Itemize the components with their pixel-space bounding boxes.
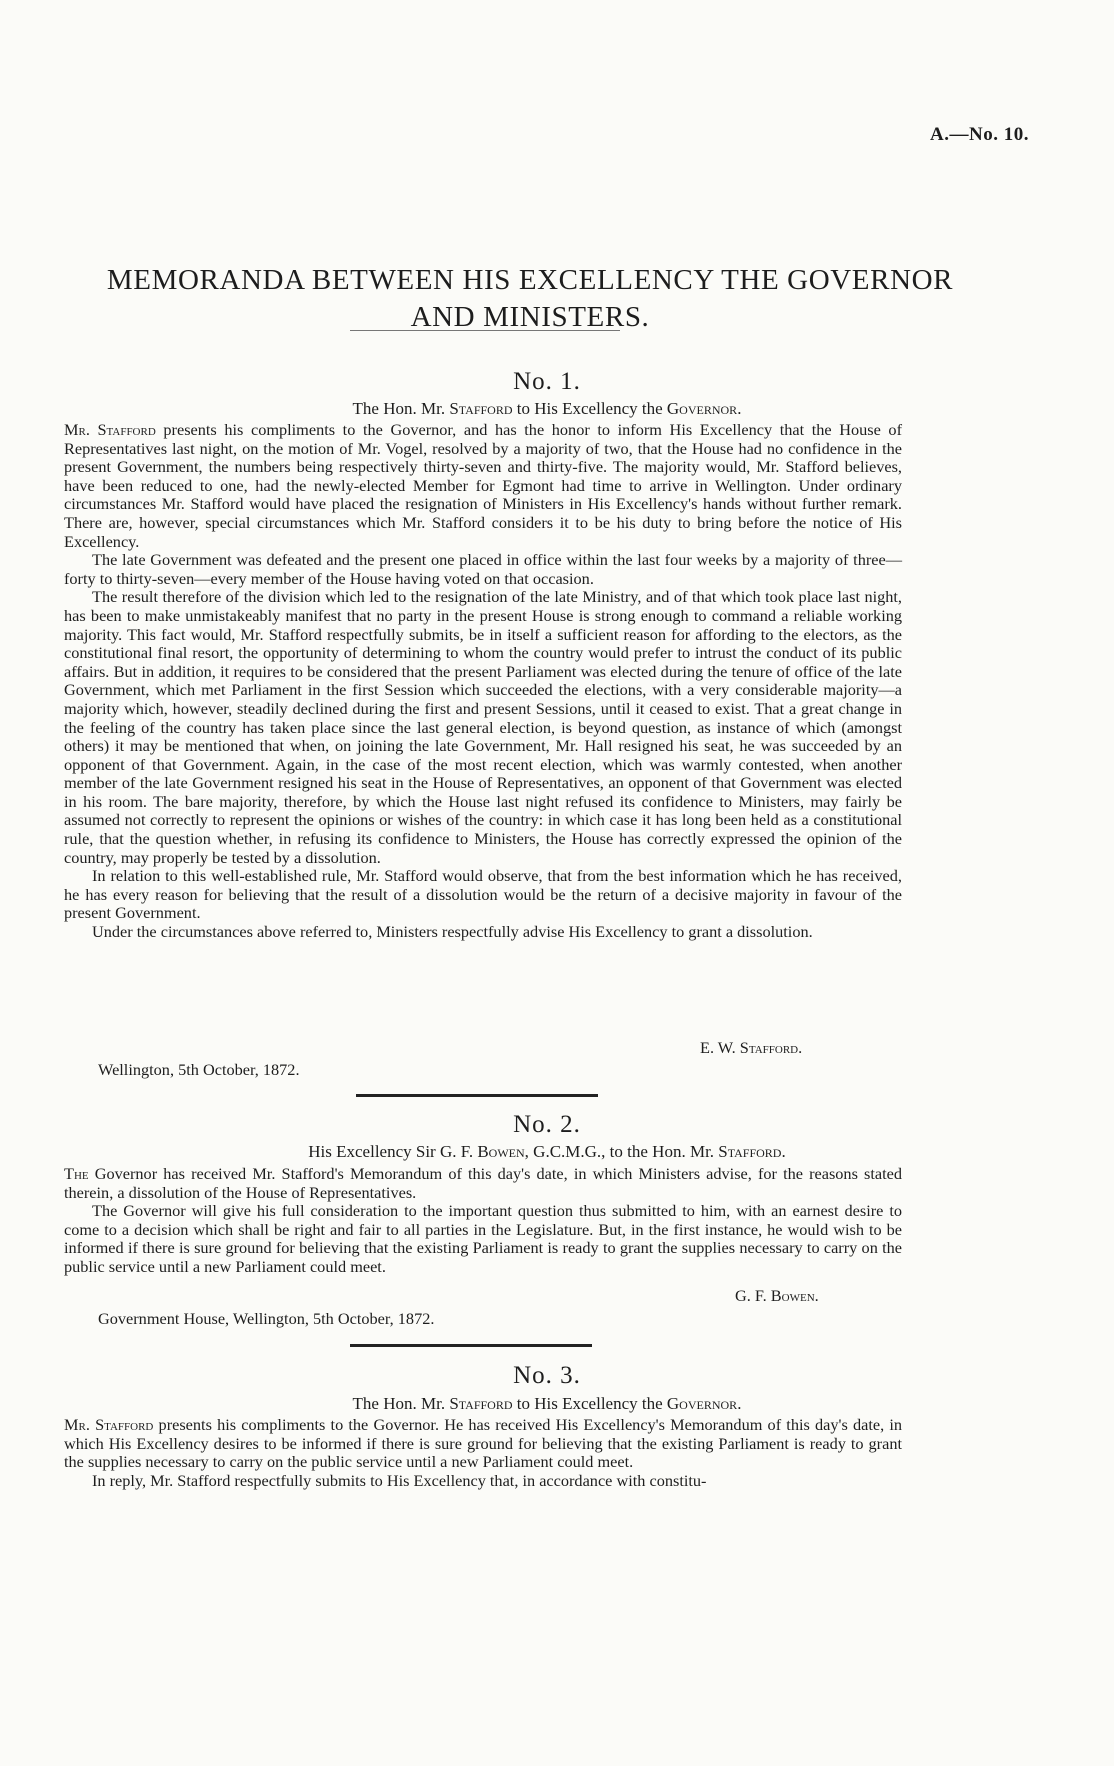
section-3-heading: The Hon. Mr. Stafford to His Excellency the Governor. — [352, 1394, 742, 1413]
section-2-body — [64, 1165, 902, 1277]
document-title: MEMORANDA BETWEEN HIS EXCELLENCY THE GOVERNOR AND MINISTERS. — [106, 264, 954, 333]
section-2-paragraph: The Governor will give his full consideration to the important question thus submitted to him, with an earnest desire to come to a decision which shall be right and fair to all parties in the Legislature. But, in the first instance, he would wish to be informed if there is sure ground for believing that the existing Parliament is ready to grant the supplies necessary to carry on the public service until a new Parliament could meet. — [64, 1201, 902, 1276]
section-2-heading: His Excellency Sir G. F. Bowen, G.C.M.G., to the Hon. Mr. Stafford. — [308, 1142, 786, 1161]
section-2-place-date: Government House, Wellington, 5th October, 1872. — [98, 1309, 435, 1328]
section-1-body — [64, 421, 902, 942]
section-divider — [350, 1344, 592, 1347]
section-2-paragraph: The Governor has received Mr. Stafford's Memorandum of this day's date, in which Ministers advise, for the reasons stated therein, a dissolution of the House of Representatives. — [64, 1164, 902, 1202]
section-1-signature: E. W. Stafford. — [700, 1038, 803, 1057]
section-1-heading: The Hon. Mr. Stafford to His Excellency the Governor. — [352, 399, 742, 418]
section-2-number: No. 2. — [513, 1111, 581, 1138]
section-1-paragraph: In relation to this well-established rule, Mr. Stafford would observe, that from the best information which he has received, he has every reason for believing that the result of a dissolution would be the return of a decisive majority in favour of the present Government. — [64, 866, 902, 923]
section-1-paragraph: The result therefore of the division which led to the resignation of the late Ministry, and of that which took place last night, has been to make unmistakeably manifest that no party in the present House is strong enough to command a reliable working majority. This fact would, Mr. Stafford respectfully submits, be in itself a sufficient reason for affording to the electors, as the constitutional final resort, the opportunity of determining to whom the country would prefer to intrust the conduct of its public affairs. But in addition, it requires to be considered that the present Parliament was elected during the tenure of office of the late Government, which met Parliament in the first Session which succeeded the elections, with a very considerable majority—a majority which, however, steadily declined during the first and present Sessions, until it ceased to exist. That a great change in the feeling of the country has taken place since the last general election, is beyond question, as instance of which (amongst others) it may be mentioned that when, on joining the late Government, Mr. Hall resigned his seat, he was succeeded by an opponent of that Government. Again, in the case of the most recent election, which was warmly contested, when another member of the late Government resigned his seat in the House of Representatives, an opponent of that Government was elected in his room. The bare majority, therefore, by which the House last night refused its confidence to Ministers, may fairly be assumed not correctly to represent the opinions or wishes of the country: in which case it has long been held as a constitutional rule, that the question whether, in refusing its confidence to Ministers, the House has correctly expressed the opinion of the country, may properly be tested by a dissolution. — [64, 587, 902, 867]
section-3-body — [64, 1416, 902, 1490]
section-3-paragraph: Mr. Stafford presents his compliments to the Governor. He has received His Excellency's Memorandum of this day's date, in which His Excellency desires to be informed if there is sure ground for believing that the existing Parliament is ready to grant the supplies necessary to carry on the public service until a new Parliament could meet. — [64, 1415, 902, 1472]
title-divider — [350, 330, 620, 331]
section-3-paragraph: In reply, Mr. Stafford respectfully submits to His Excellency that, in accordance with constitu- — [92, 1470, 707, 1490]
page-reference: A.—No. 10. — [930, 124, 1029, 145]
section-1-paragraph: Mr. Stafford presents his compliments to the Governor, and has the honor to inform His Excellency that the House of Representatives last night, on the motion of Mr. Vogel, resolved by a majority of two, that the House had no confidence in the present Government, the numbers being respectively thirty-seven and thirty-five. The majority would, Mr. Stafford believes, have been reduced to one, had the newly-elected Member for Egmont had time to arrive in Wellington. Under ordinary circumstances Mr. Stafford would have placed the resignation of Ministers in His Excellency's hands without further remark. There are, however, special circumstances which Mr. Stafford considers it to be his duty to bring before the notice of His Excellency. — [64, 420, 902, 551]
section-1-paragraph: Under the circumstances above referred to, Ministers respectfully advise His Excellency to grant a dissolution. — [92, 922, 813, 942]
section-1-place-date: Wellington, 5th October, 1872. — [98, 1060, 300, 1079]
section-divider — [356, 1094, 598, 1097]
section-1-number: No. 1. — [513, 368, 581, 395]
section-1-paragraph: The late Government was defeated and the present one placed in office within the last four weeks by a majority of three—forty to thirty-seven—every member of the House having voted on that occasion. — [64, 550, 902, 588]
section-2-signature: G. F. Bowen. — [735, 1286, 819, 1305]
section-3-number: No. 3. — [513, 1362, 581, 1389]
